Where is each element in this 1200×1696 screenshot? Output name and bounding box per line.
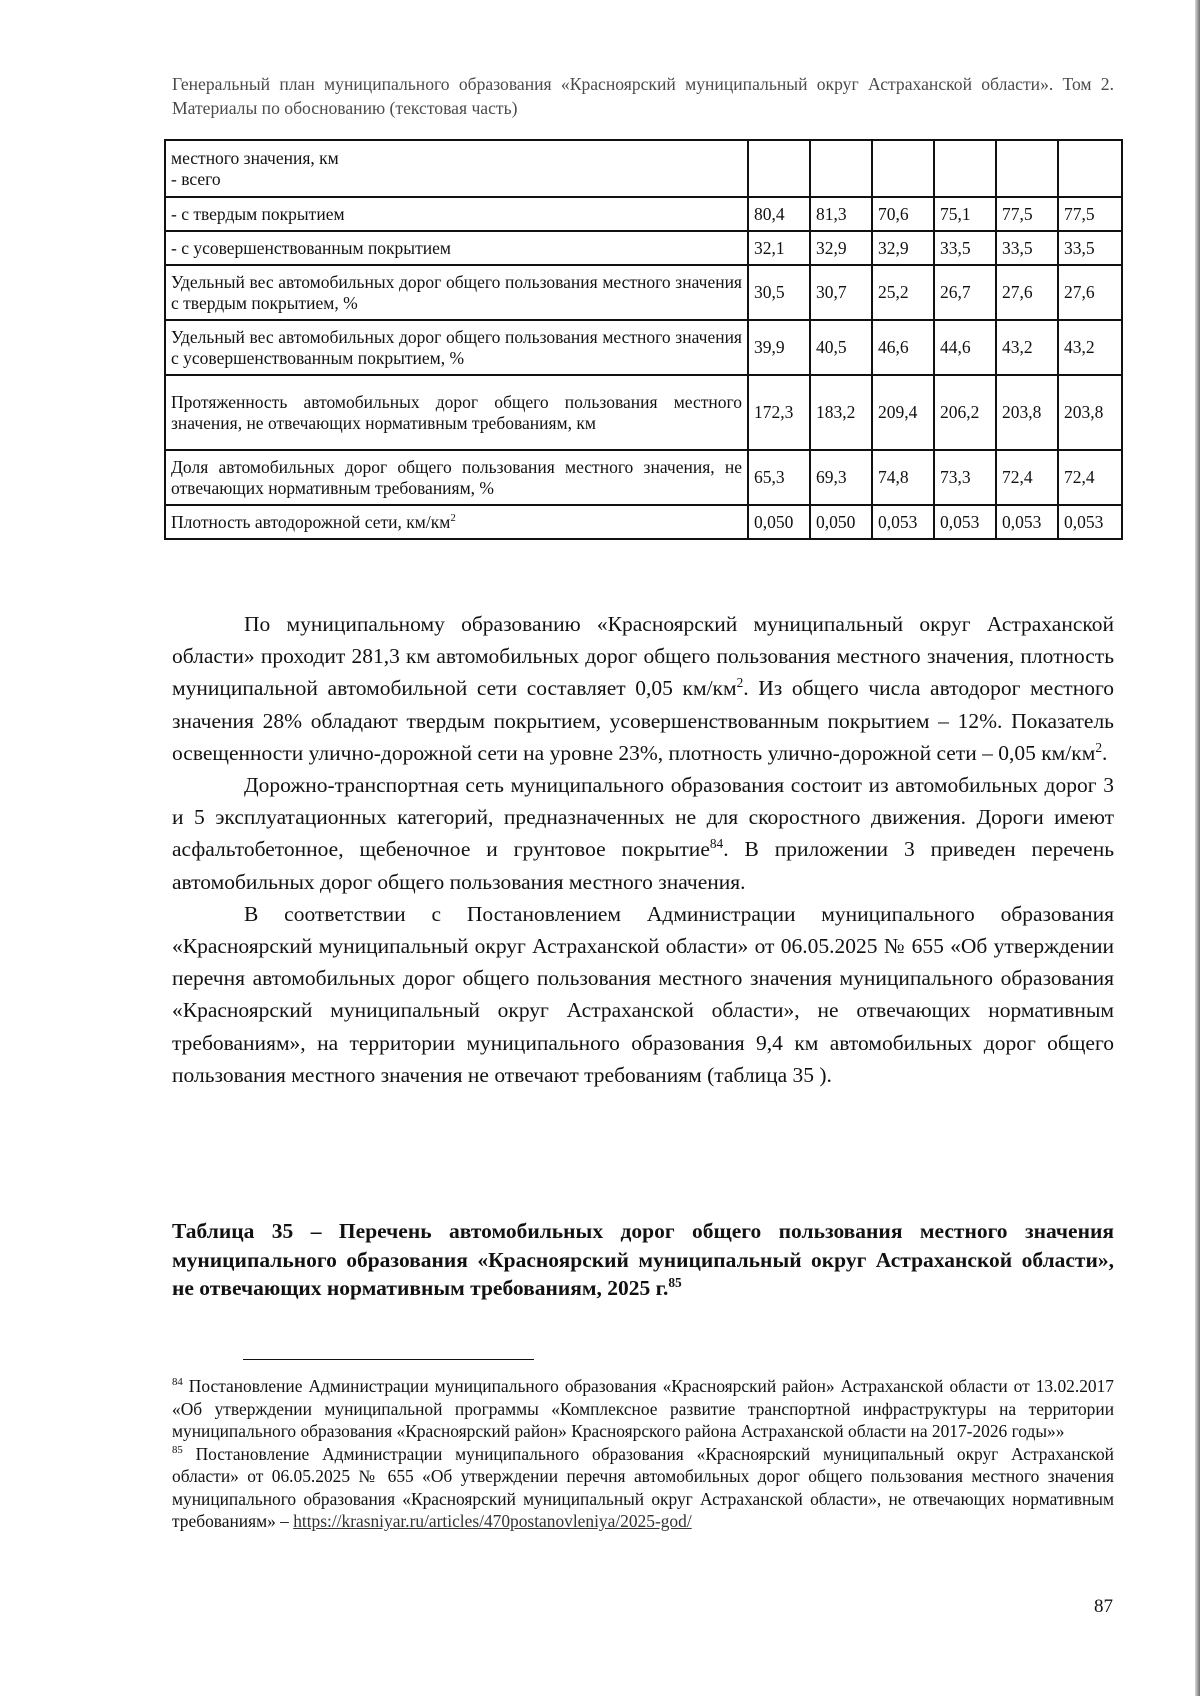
paragraph: По муниципальному образованию «Красноярский муниципальный округ Астраханской области» проходит 281,3 км автомобильных дорог общего пользования местного значения, плотность муниципальной автомобильной сети составляет 0,05 $км/км^2$. Из общего числа автодорог местного значения 28% обладают твердым покрытием, усовершенствованным покрытием – 12%. Показатель освещенности улично-дорожной сети на уровне 23%, плотность улично-дорожной сети – 0,05 $км/км^2$. [172, 612, 1114, 765]
table-cell: 81,3 [810, 197, 872, 231]
row-label [165, 450, 748, 505]
table-cell: 0,050 [748, 505, 810, 539]
row-label [165, 140, 748, 197]
table-cell: 74,8 [872, 450, 934, 505]
table-cell: 72,4 [996, 450, 1058, 505]
table-cell: 26,7 [934, 265, 996, 320]
table-cell: 209,4 [872, 375, 934, 450]
table-cell: 32,1 [748, 231, 810, 265]
row-label [165, 320, 748, 375]
table-cell: 27,6 [1058, 265, 1122, 320]
footnote-link[interactable]: https://krasniyar.ru/articles/470postanovleniya/2025-god/ [293, 1511, 692, 1531]
page-edge-shadow [1195, 0, 1200, 1696]
paragraph: В соответствии с Постановлением Администрации муниципального образования «Красноярский муниципальный округ Астраханской области» от 06.05.2025 № 655 «Об утверждении перечня автомобильных дорог общего пользования местного значения муниципального образования «Красноярский муниципальный округ Астраханской области», не отвечающих нормативным требованиям», на территории муниципального образования 9,4 км автомобильных дорог общего пользования местного значения не отвечают требованиям (таблица 35 ). [172, 901, 1114, 1087]
row-label-line: Удельный вес автомобильных дорог общего пользования местного значения с твердым покрытием, % [171, 271, 742, 313]
table-cell [1058, 140, 1122, 197]
table-cell: 0,053 [872, 505, 934, 539]
table-cell: 39,9 [748, 320, 810, 375]
table-cell: 43,2 [1058, 320, 1122, 375]
row-label [165, 505, 748, 539]
table-cell: 73,3 [934, 450, 996, 505]
table-cell: 30,7 [810, 265, 872, 320]
table-cell: 30,5 [748, 265, 810, 320]
table-cell: 77,5 [996, 197, 1058, 231]
table-cell: 33,5 [934, 231, 996, 265]
paragraph: Дорожно-транспортная сеть муниципального образования состоит из автомобильных дорог 3 и 5 эксплуатационных категорий, предназначенных не для скоростного движения. Дороги имеют асфальтобетонное, щебеночное и грунтовое покрытие$^{84}$. В приложении 3 приведен перечень автомобильных дорог общего пользования местного значения. [172, 773, 1115, 894]
footnote-ref[interactable]: 85 [668, 1274, 682, 1290]
table-cell: 203,8 [1058, 375, 1122, 450]
footnote-separator [243, 1359, 534, 1360]
footnote: $^{84}$ Постановление Администрации муниципального образования «Красноярский район» Астраханской области от 13.02.2017 «Об утверждении муниципальной программы «Комплексное развитие транспортной инфраструктуры на территории муниципального образования «Красноярский район» Красноярского района Астраханской области на 2017-2026 годы»» [172, 1376, 1114, 1441]
table-cell: 0,050 [810, 505, 872, 539]
table-cell: 0,053 [996, 505, 1058, 539]
row-label-line: местного значения, км [171, 147, 339, 168]
row-label-line: - с усовершенствованным покрытием [171, 237, 451, 258]
row-label [165, 375, 748, 450]
footnotes [172, 1375, 1114, 1533]
row-label [165, 231, 748, 265]
table-cell: 32,9 [810, 231, 872, 265]
superscript: 2 [450, 511, 456, 524]
table-cell: 33,5 [1058, 231, 1122, 265]
table-row [165, 231, 1122, 265]
table-cell: 65,3 [748, 450, 810, 505]
row-label [165, 265, 748, 320]
table-cell [810, 140, 872, 197]
table-row [165, 265, 1122, 320]
table-cell: 70,6 [872, 197, 934, 231]
row-label-line: - всего [171, 168, 221, 189]
table-cell: 80,4 [748, 197, 810, 231]
table-cell: 72,4 [1058, 450, 1122, 505]
table-cell: 69,3 [810, 450, 872, 505]
table-caption: Таблица 35 – Перечень автомобильных дорог общего пользования местного значения муниципального образования «Красноярский муниципальный округ Астраханской области», не отвечающих нормативным требованиям, 2025 г.$^{85}$ [172, 1219, 1114, 1300]
table-cell: 40,5 [810, 320, 872, 375]
footnote-ref[interactable]: 84 [709, 836, 724, 852]
table-row [165, 450, 1122, 505]
table-cell: 33,5 [996, 231, 1058, 265]
table-cell: 183,2 [810, 375, 872, 450]
row-label-line: - с твердым покрытием [171, 203, 345, 224]
table-cell: 0,053 [1058, 505, 1122, 539]
table-cell [996, 140, 1058, 197]
footnote: $^{85}$ Постановление Администрации муниципального образования «Красноярский муниципальный округ Астраханской области» от 06.05.2025 № 655 «Об утверждении перечня автомобильных дорог общего пользования местного значения муниципального образования «Красноярский муниципальный округ Астраханской области», не отвечающих нормативным требованиям» – https://krasniyar.ru/articles/470postanovleniya/2025-god/ [172, 1443, 1114, 1531]
table-row [165, 375, 1122, 450]
table-cell: 0,053 [934, 505, 996, 539]
table-cell: 43,2 [996, 320, 1058, 375]
table-cell: 206,2 [934, 375, 996, 450]
table-cell: 32,9 [872, 231, 934, 265]
road-statistics-table [164, 139, 1123, 540]
running-header: Генеральный план муниципального образования «Красноярский муниципальный округ Астраханской области». Том 2. Материалы по обоснованию (текстовая часть) [172, 74, 1114, 118]
row-label [165, 197, 748, 231]
row-label-line: Протяженность автомобильных дорог общего пользования местного значения, не отвечающих нормативным требованиям, км [171, 391, 742, 433]
table-cell: 172,3 [748, 375, 810, 450]
row-label-line: Удельный вес автомобильных дорог общего пользования местного значения с усовершенствованным покрытием, % [171, 326, 742, 368]
table-row [165, 197, 1122, 231]
table-cell: 77,5 [1058, 197, 1122, 231]
table-cell: 46,6 [872, 320, 934, 375]
table-row [165, 505, 1122, 539]
body-text [172, 608, 1114, 1091]
table-row [165, 320, 1122, 375]
page-number: 87 [1094, 1596, 1113, 1617]
table-cell: 203,8 [996, 375, 1058, 450]
table-row [165, 140, 1122, 197]
table-cell [872, 140, 934, 197]
row-label-line: Доля автомобильных дорог общего пользования местного значения, не отвечающих нормативным требованиям, % [171, 456, 742, 498]
table-cell [934, 140, 996, 197]
table-cell: 25,2 [872, 265, 934, 320]
table-cell: 27,6 [996, 265, 1058, 320]
table-cell: 75,1 [934, 197, 996, 231]
table-cell: 44,6 [934, 320, 996, 375]
row-label-line: Плотность автодорожной сети, км/км [171, 511, 451, 532]
table-cell [748, 140, 810, 197]
